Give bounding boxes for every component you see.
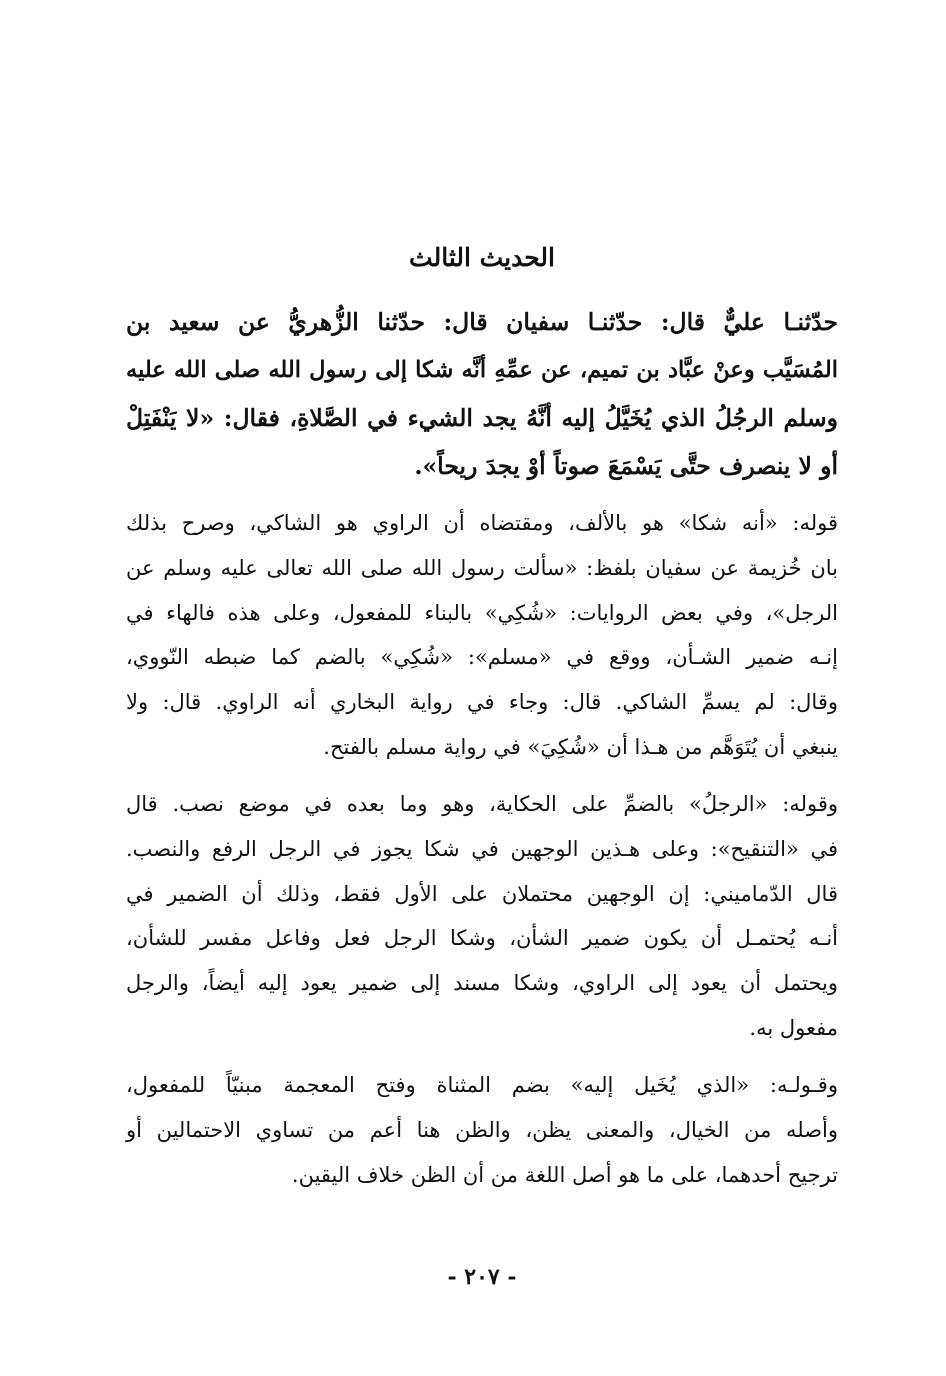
commentary-paragraph-3 xyxy=(126,1063,838,1197)
commentary-line: وقـولـه: «الذي يُخَيل إليه» بضم المثناة وفتح المعجمة مبنيّاً للمفعول، xyxy=(126,1073,838,1097)
commentary-line: قوله: «أنه شكا» هو بالألف، ومقتضاه أن الراوي هو الشاكي، وصرح بذلك xyxy=(126,511,838,535)
hadith-line: المُسَيَّب وعنْ عبَّاد بن تميم، عن عمِّهِ أنَّه شكا إلى رسول الله صلى الله عليه xyxy=(126,357,838,383)
page-number: - ٢٠٧ - xyxy=(447,1264,517,1290)
commentary-line: وأصله من الخيال، والمعنى يظن، والظن هنا أعم من تساوي الاحتمالين أو xyxy=(126,1117,838,1142)
commentary-line: أنـه يُحتمـل أن يكون ضمير الشأن، وشكا الرجل فعل وفاعل مفسر للشأن، xyxy=(126,926,838,951)
commentary-line: إنـه ضمير الشـأن، ووقع في «مسلم»: «شُكِي» بالضم كما ضبطه النّووي، xyxy=(126,645,838,670)
hadith-line: وسلم الرجُلُ الذي يُخَيَّلُ إليه أنَّهُ يجد الشيء في الصَّلاةِ، فقال: «لا يَنْفَتِلْ xyxy=(126,404,838,432)
commentary-line: ينبغي أن يُتَوَهَّم من هـذا أن «شُكِيَ» في رواية مسلم بالفتح. xyxy=(323,734,838,759)
commentary-paragraph-1 xyxy=(126,501,838,770)
commentary-line: قال الدّماميني: إن الوجهين محتملان على الأول فقط، وذلك أن الضمير في xyxy=(126,881,838,906)
commentary-line: ويحتمل أن يعود إلى الراوي، وشكا مسند إلى ضمير يعود إليه أيضاً، والرجل xyxy=(126,971,838,996)
commentary-line: وقال: لم يسمِّ الشاكي. قال: وجاء في رواية البخاري أنه الراوي. قال: ولا xyxy=(126,690,838,715)
commentary-line: مفعول به. xyxy=(749,1015,838,1040)
book-page xyxy=(126,0,838,1376)
section-heading: الحديث الثالث xyxy=(409,243,555,272)
commentary-line: وقوله: «الرجلُ» بالضمِّ على الحكاية، وهو وما بعده في موضع نصب. قال xyxy=(126,792,838,816)
commentary-line: في «التنقيح»: وعلى هـذين الوجهين في شكا يجوز في الرجل الرفع والنصب. xyxy=(126,836,838,861)
hadith-line: حدّثنـا عليٌّ قال: حدّثنـا سفيان قال: حدّثنا الزُّهريُّ عن سعيد بن xyxy=(126,308,838,336)
hadith-line: أو لا ينصرف حتَّى يَسْمَعَ صوتاً أوْ يجدَ ريحاً». xyxy=(414,452,838,480)
commentary-line: الرجل»، وفي بعض الروايات: «شُكِي» بالبناء للمفعول، وعلى هذه فالهاء في xyxy=(126,600,838,625)
commentary-paragraph-2 xyxy=(126,782,838,1051)
hadith-text xyxy=(126,298,838,490)
commentary-line: ترجيح أحدهما، على ما هو أصل اللغة من أن الظن خلاف اليقين. xyxy=(291,1162,838,1187)
commentary-line: بان خُزيمة عن سفيان بلفظ: «سألت رسول الله صلى الله تعالى عليه وسلم عن xyxy=(126,555,838,580)
